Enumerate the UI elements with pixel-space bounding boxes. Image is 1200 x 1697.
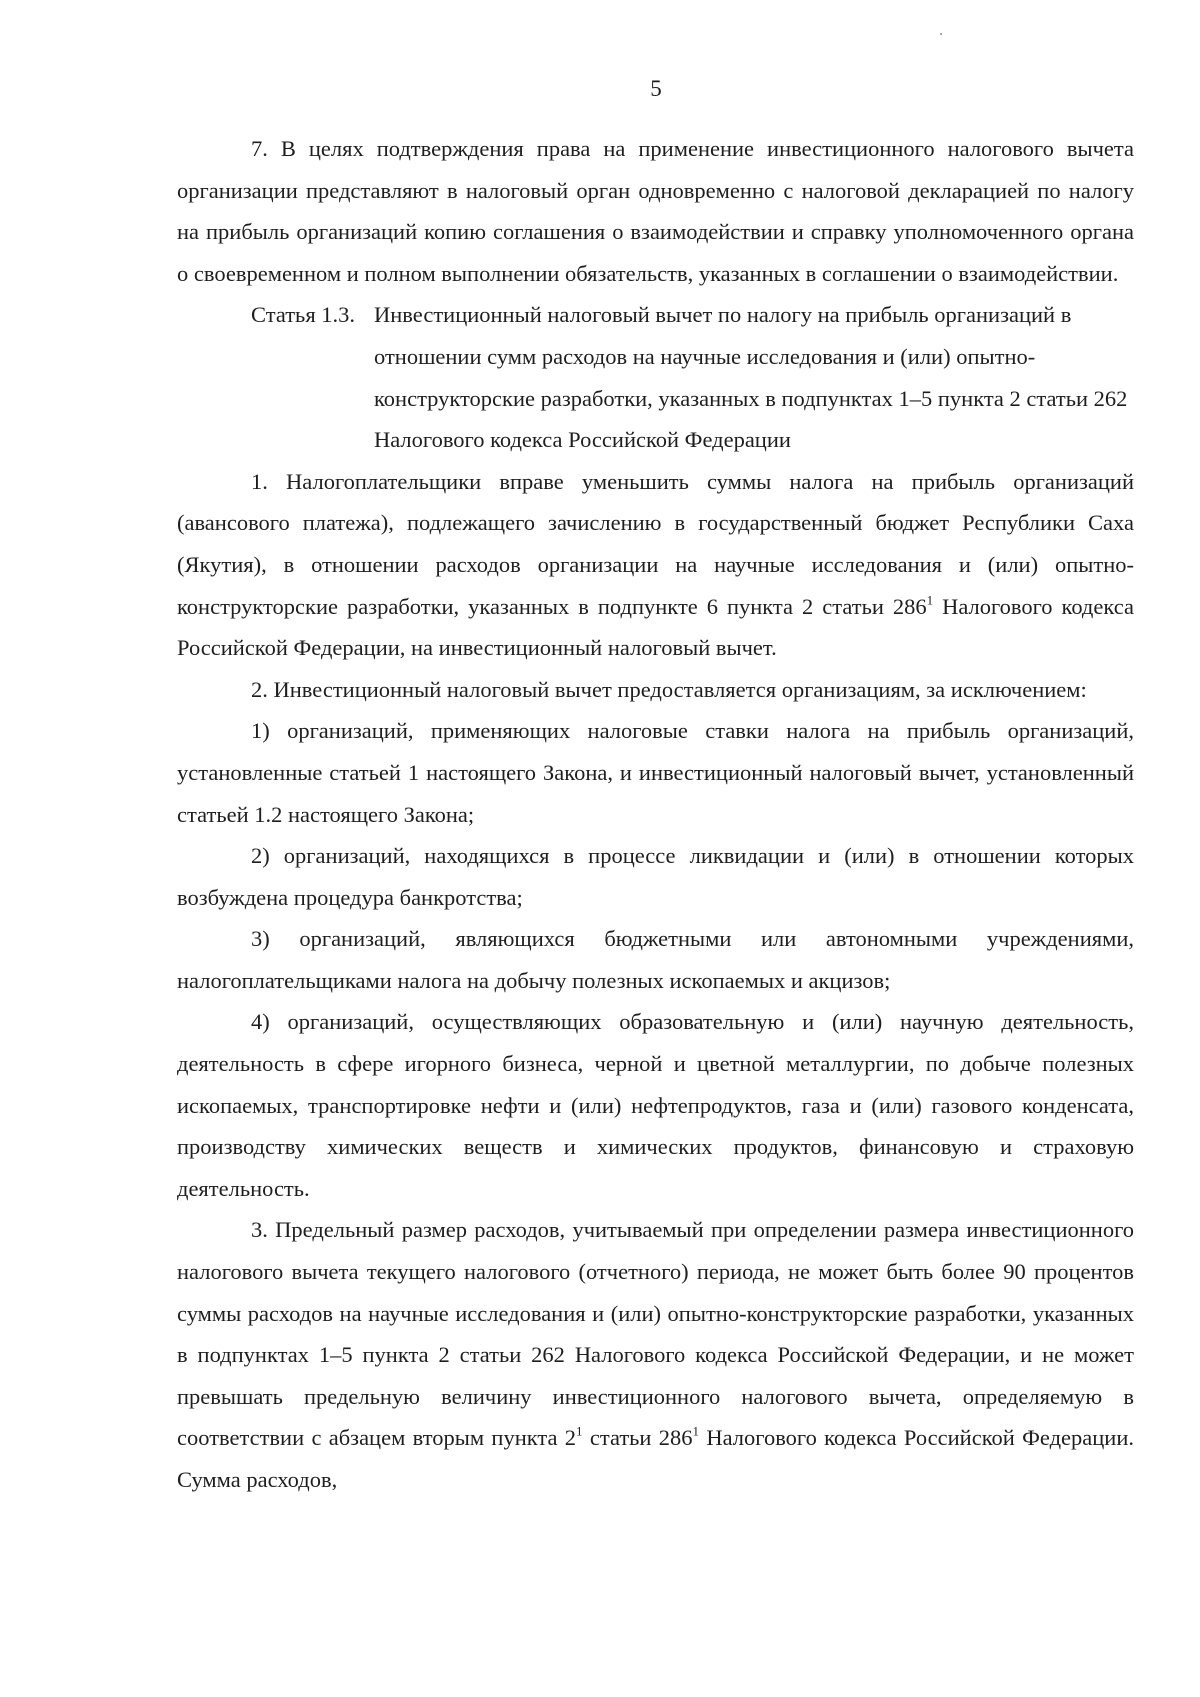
list-item-1: 1) организаций, применяющих налоговые ставки налога на прибыль организаций, установленные статьей 1 настоящего Закона, и инвестиционный налоговый вычет, установленный статьей 1.2 настоящего Закона; xyxy=(177,718,1134,827)
paragraph-3-text-end: Налогового кодекса Российской Федерации. Сумма расходов, xyxy=(177,1425,1134,1492)
list-item-4: 4) организаций, осуществляющих образовательную и (или) научную деятельность, деятельность в сфере игорного бизнеса, черной и цветной металлургии, по добыче полезных ископаемых, транспортировке нефти и (или) нефтепродуктов, газа и (или) газового конденсата, производству химических веществ и химических продуктов, финансовую и страховую деятельность. xyxy=(177,1009,1134,1201)
document-body xyxy=(177,128,1134,1501)
page-number: 5 xyxy=(650,76,662,101)
scan-speck xyxy=(940,33,942,35)
superscript: 1 xyxy=(692,1423,700,1439)
article-title: Инвестиционный налоговый вычет по налогу на прибыль организаций в отношении сумм расходов на научные исследования и (или) опытно-конструкторские разработки, указанных в подпунктах 1–5 пункта 2 статьи 262 Налогового кодекса Российской Федерации xyxy=(374,302,1128,453)
paragraph-7: 7. В целях подтверждения права на применение инвестиционного налогового вычета организации представляют в налоговый орган одновременно с налоговой декларацией по налогу на прибыль организаций копию соглашения о взаимодействии и справку уполномоченного органа о своевременном и полном выполнении обязательств, указанных в соглашении о взаимодействии. xyxy=(177,136,1134,286)
paragraph-3-text: 3. Предельный размер расходов, учитываемый при определении размера инвестиционного налогового вычета текущего налогового (отчетного) периода, не может быть более 90 процентов суммы расходов на научные исследования и (или) опытно-конструкторские разработки, указанных в подпунктах 1–5 пункта 2 статьи 262 Налогового кодекса Российской Федерации, и не может превышать предельную величину инвестиционного налогового вычета, определяемую в соответствии с абзацем вторым пункта 2 xyxy=(177,1217,1134,1451)
article-label: Статья 1.3. xyxy=(251,302,356,328)
paragraph-1-text-end: Налогового кодекса Российской Федерации, на инвестиционный налоговый вычет. xyxy=(177,593,1134,661)
paragraph-1-text: 1. Налогоплательщики вправе уменьшить суммы налога на прибыль организаций (авансового платежа), подлежащего зачислению в государственный бюджет Республики Саха (Якутия), в отношении расходов организации на научные исследования и (или) опытно-конструкторские разработки, указанных в подпункте 6 пункта 2 статьи 286 xyxy=(177,468,1134,619)
article-heading xyxy=(177,294,1134,460)
list-item-3: 3) организаций, являющихся бюджетными или автономными учреждениями, налогоплательщиками налога на добычу полезных ископаемых и акцизов; xyxy=(177,926,1134,993)
paragraph-2: 2. Инвестиционный налоговый вычет предоставляется организациям, за исключением: xyxy=(251,676,1087,702)
paragraph-3 xyxy=(177,1209,1134,1500)
paragraph-3-text-mid: статьи 286 xyxy=(582,1425,693,1451)
list-item-2: 2) организаций, находящихся в процессе ликвидации и (или) в отношении которых возбуждена процедура банкротства; xyxy=(177,843,1134,910)
superscript: 1 xyxy=(576,1423,583,1439)
superscript: 1 xyxy=(926,591,934,607)
paragraph-1 xyxy=(177,461,1134,669)
